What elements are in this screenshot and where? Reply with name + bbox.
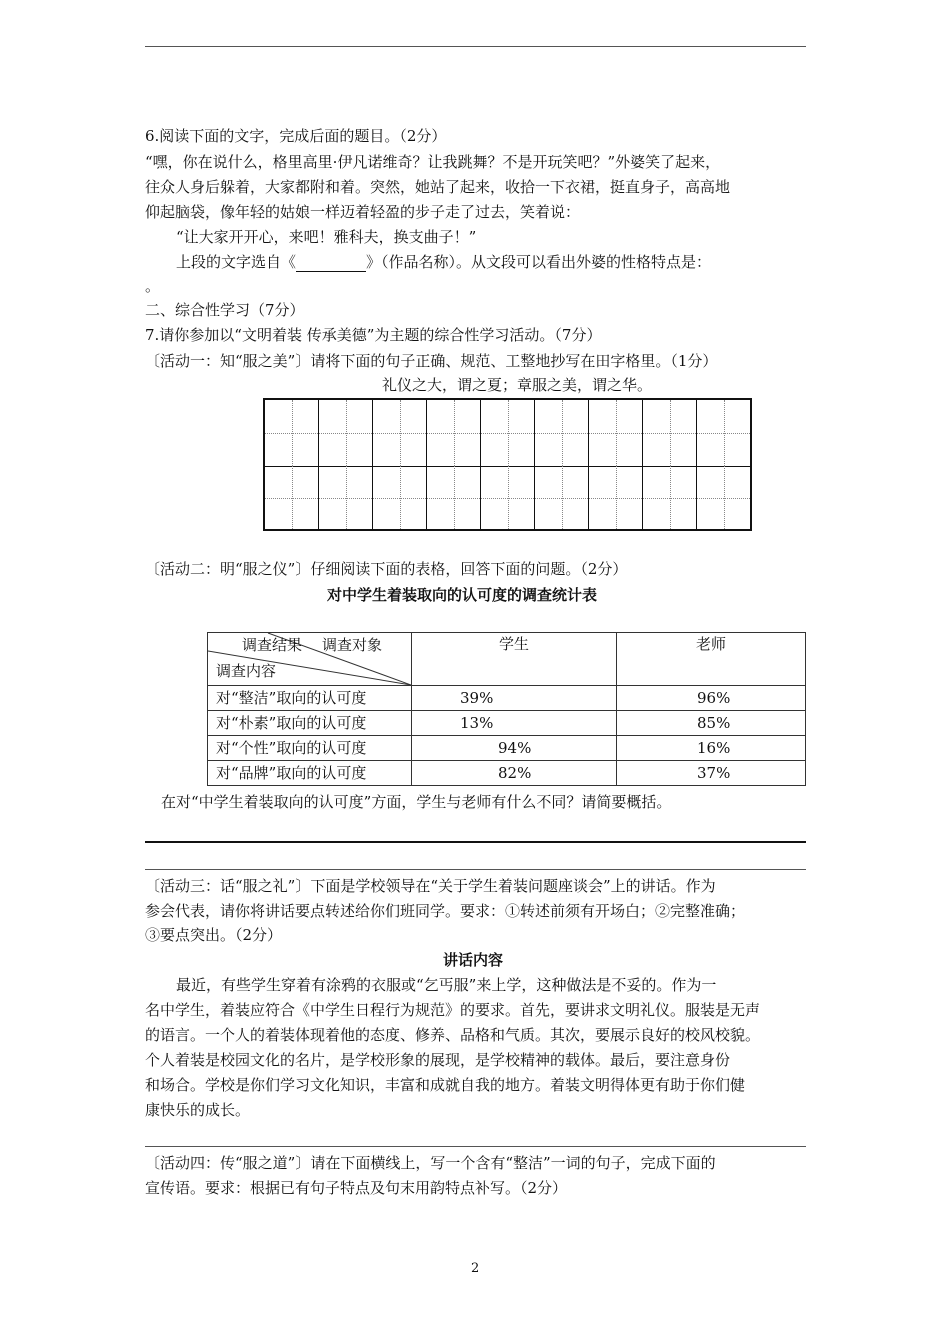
activity2-title: 〔活动二：明“服之仪”〕仔细阅读下面的表格，回答下面的问题。（2分） xyxy=(145,560,628,578)
survey-table xyxy=(207,632,806,786)
grid-cell[interactable] xyxy=(427,466,481,529)
activity3-title-line: 参会代表，请你将讲话要点转述给你们班同学。要求：①转述前须有开场白；②完整准确； xyxy=(145,902,746,920)
row-students-value: 82% xyxy=(412,761,617,786)
activity4-title-line: 〔活动四：传“服之道”〕请在下面横线上，写一个含有“整洁”一词的句子，完成下面的 xyxy=(145,1154,716,1172)
grid-cell[interactable] xyxy=(643,466,697,529)
row-teachers-value: 16% xyxy=(617,736,806,761)
q6-title: 6.阅读下面的文字，完成后面的题目。（2分） xyxy=(145,127,447,145)
page-number: 2 xyxy=(471,1261,480,1276)
grid-cell[interactable] xyxy=(373,466,427,529)
header-students: 学生 xyxy=(412,633,617,686)
q6-passage-line: “嘿，你在说什么，格里高里·伊凡诺维奇？让我跳舞？不是开玩笑吧？”外婆笑了起来， xyxy=(145,153,721,171)
activity4-rule xyxy=(145,1146,806,1147)
q6-prompt xyxy=(176,252,711,272)
title-answer-blank[interactable] xyxy=(296,255,366,272)
q6-prompt-after: 》（作品名称）。从文段可以看出外婆的性格特点是： xyxy=(366,253,712,271)
speech-line: 和场合。学校是你们学习文化知识，丰富和成就自我的地方。着装文明得体更有助于你们健 xyxy=(145,1076,746,1094)
grid-cell[interactable] xyxy=(643,400,697,466)
speech-line: 的语言。一个人的着装体现着他的态度、修养、品格和气质。其次，要展示良好的校风校貌。 xyxy=(145,1026,761,1044)
row-label: 对“个性”取向的认可度 xyxy=(208,736,412,761)
table-row xyxy=(208,761,806,786)
grid-cell[interactable] xyxy=(589,400,643,466)
header-content: 调查内容 xyxy=(216,662,277,680)
q6-prompt-before: 上段的文字选自《 xyxy=(176,253,297,271)
header-rule xyxy=(145,46,806,47)
grid-cell[interactable] xyxy=(319,466,373,529)
activity3-title-line: 〔活动三：话“服之礼”〕下面是学校领导在“关于学生着装问题座谈会”上的讲话。作为 xyxy=(145,877,716,895)
grid-cell[interactable] xyxy=(481,400,535,466)
speech-line: 名中学生，着装应符合《中学生日程行为规范》的要求。首先，要讲求文明礼仪。服装是无声 xyxy=(145,1001,761,1019)
table-header-row xyxy=(208,633,806,686)
speech-line: 个人着装是校园文化的名片，是学校形象的展现，是学校精神的载体。最后，要注意身份 xyxy=(145,1051,731,1069)
row-students-value: 13% xyxy=(412,711,617,736)
grid-cell[interactable] xyxy=(535,400,589,466)
diagonal-header-cell xyxy=(208,633,412,686)
grid-cell[interactable] xyxy=(535,466,589,529)
activity3-title-line: ③要点突出。（2分） xyxy=(145,926,283,944)
grid-cell[interactable] xyxy=(265,400,319,466)
grid-row xyxy=(265,400,750,467)
header-subject: 调查对象 xyxy=(322,636,383,654)
q6-end-mark: 。 xyxy=(145,277,161,295)
row-label: 对“整洁”取向的认可度 xyxy=(208,686,412,711)
grid-cell[interactable] xyxy=(481,466,535,529)
answer-line[interactable] xyxy=(145,841,806,843)
header-result: 调查结果 xyxy=(242,636,303,654)
row-label: 对“品牌”取向的认可度 xyxy=(208,761,412,786)
tianzi-grid[interactable] xyxy=(263,398,752,531)
row-students-value: 39% xyxy=(412,686,617,711)
grid-cell[interactable] xyxy=(319,400,373,466)
q6-passage-line: 仰起脑袋，像年轻的姑娘一样迈着轻盈的步子走了过去，笑着说： xyxy=(145,203,581,221)
table-row xyxy=(208,736,806,761)
table-row xyxy=(208,686,806,711)
grid-cell[interactable] xyxy=(373,400,427,466)
q6-quote: “让大家开开心，来吧！雅科夫，换支曲子！” xyxy=(176,228,477,246)
grid-cell[interactable] xyxy=(697,466,750,529)
row-students-value: 94% xyxy=(412,736,617,761)
header-teachers: 老师 xyxy=(617,633,806,686)
row-teachers-value: 85% xyxy=(617,711,806,736)
speech-title: 讲话内容 xyxy=(443,951,504,969)
activity4-title-line: 宣传语。要求：根据已有句子特点及句末用韵特点补写。（2分） xyxy=(145,1179,568,1197)
grid-cell[interactable] xyxy=(697,400,750,466)
activity1-sentence: 礼仪之大，谓之夏；章服之美，谓之华。 xyxy=(382,376,653,394)
row-teachers-value: 96% xyxy=(617,686,806,711)
speech-line: 康快乐的成长。 xyxy=(145,1101,251,1119)
q7-title: 7.请你参加以“文明着装 传承美德”为主题的综合性学习活动。（7分） xyxy=(145,326,602,344)
grid-cell[interactable] xyxy=(427,400,481,466)
activity1-title: 〔活动一：知“服之美”〕请将下面的句子正确、规范、工整地抄写在田字格里。（1分） xyxy=(145,352,718,370)
activity2-question: 在对“中学生着装取向的认可度”方面，学生与老师有什么不同？请简要概括。 xyxy=(161,793,672,811)
activity3-rule xyxy=(145,869,806,870)
section2-title: 二、综合性学习（7分） xyxy=(145,301,305,319)
grid-cell[interactable] xyxy=(589,466,643,529)
survey-table-title: 对中学生着装取向的认可度的调查统计表 xyxy=(327,586,598,604)
grid-row xyxy=(265,466,750,529)
q6-passage-line: 往众人身后躲着，大家都附和着。突然，她站了起来，收拾一下衣裙，挺直身子，高高地 xyxy=(145,178,731,196)
speech-line: 最近，有些学生穿着有涂鸦的衣服或“乞丐服”来上学，这种做法是不妥的。作为一 xyxy=(176,976,717,994)
grid-cell[interactable] xyxy=(265,466,319,529)
table-row xyxy=(208,711,806,736)
row-teachers-value: 37% xyxy=(617,761,806,786)
row-label: 对“朴素”取向的认可度 xyxy=(208,711,412,736)
